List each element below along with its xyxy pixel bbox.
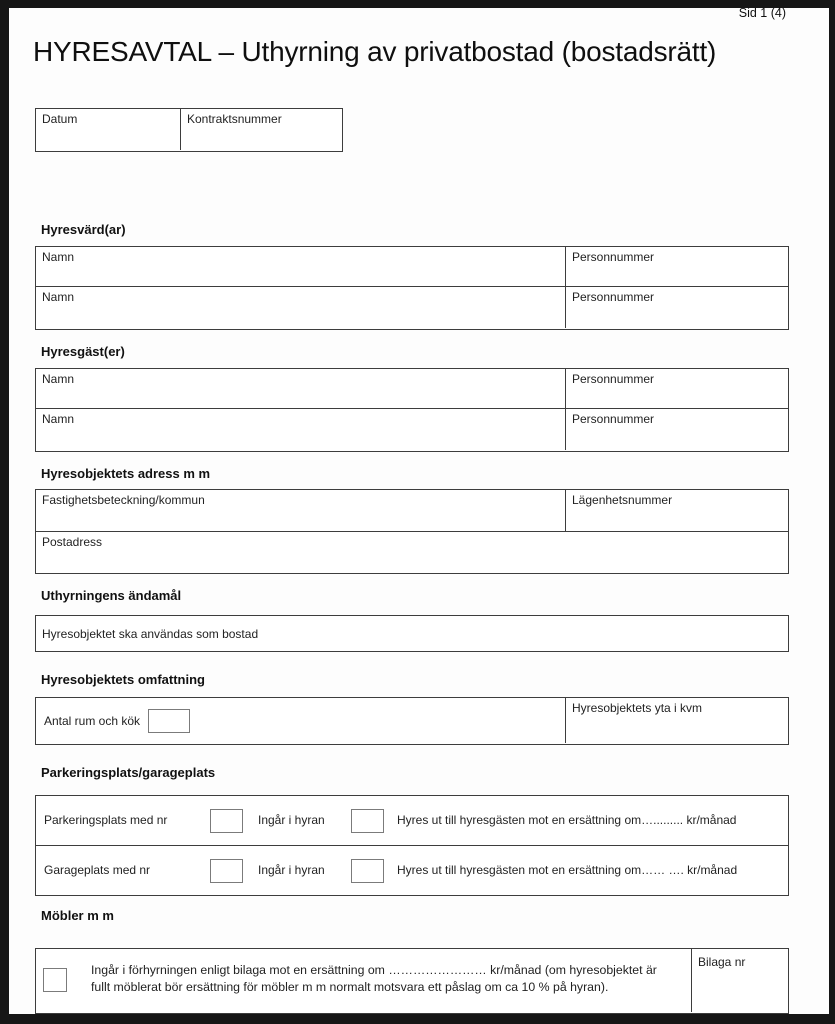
personnummer-label: Personnummer	[572, 372, 655, 386]
datum-field[interactable]	[36, 109, 181, 150]
garage-rented-checkbox[interactable]	[351, 859, 384, 883]
rooms-count-field[interactable]	[148, 709, 190, 733]
parking-heading: Parkeringsplats/garageplats	[41, 765, 216, 780]
parking-rent-text: Hyres ut till hyresgästen mot en ersättning om…......... kr/månad	[397, 813, 737, 827]
tenant-1-personnummer-field[interactable]	[566, 369, 788, 408]
parking-number-label: Parkeringsplats med nr	[44, 813, 168, 827]
parking-table	[35, 795, 789, 896]
lagenhetsnummer-label: Lägenhetsnummer	[572, 493, 673, 507]
address-heading: Hyresobjektets adress m m	[41, 466, 211, 481]
personnummer-label: Personnummer	[572, 250, 655, 264]
landlord-1-personnummer-field[interactable]	[566, 247, 788, 286]
tenant-2-name-field[interactable]	[36, 409, 566, 450]
furniture-included-checkbox[interactable]	[43, 968, 67, 992]
tenant-2-personnummer-field[interactable]	[566, 409, 788, 450]
garage-included-label: Ingår i hyran	[258, 863, 325, 877]
landlord-2-name-field[interactable]	[36, 287, 566, 328]
lagenhetsnummer-field[interactable]	[566, 490, 788, 531]
name-label: Namn	[42, 250, 75, 264]
fastighetsbeteckning-label: Fastighetsbeteckning/kommun	[42, 493, 205, 507]
meta-table	[35, 108, 343, 152]
garage-number-checkbox[interactable]	[210, 859, 243, 883]
furniture-cell	[36, 949, 692, 1012]
landlord-1-name-field[interactable]	[36, 247, 566, 286]
postadress-label: Postadress	[42, 535, 103, 549]
area-field[interactable]	[566, 698, 788, 743]
personnummer-label: Personnummer	[572, 290, 655, 304]
rooms-label: Antal rum och kök	[44, 713, 141, 728]
bilaga-label: Bilaga nr	[698, 955, 746, 969]
furniture-table	[35, 948, 789, 1014]
name-label: Namn	[42, 372, 75, 386]
furniture-statement: Ingår i förhyrningen enligt bilaga mot en ersättning om …………………… kr/månad (om hyresobjektet är fullt möblerat bör ersättning för möbler m m normalt motsvara ett påslag om ca 10 % på hyran).	[91, 963, 657, 994]
garage-row	[36, 846, 788, 895]
address-table	[35, 489, 789, 574]
bilaga-field[interactable]	[692, 949, 788, 1012]
tenant-1-name-field[interactable]	[36, 369, 566, 408]
purpose-heading: Uthyrningens ändamål	[41, 588, 182, 603]
landlord-heading: Hyresvärd(ar)	[41, 222, 126, 237]
tenant-table	[35, 368, 789, 452]
purpose-statement: Hyresobjektet ska användas som bostad	[42, 626, 259, 641]
garage-rent-text: Hyres ut till hyresgästen mot en ersättning om…… …. kr/månad	[397, 863, 738, 877]
kontraktsnummer-field[interactable]	[181, 109, 342, 150]
parking-rented-checkbox[interactable]	[351, 809, 384, 833]
personnummer-label: Personnummer	[572, 412, 655, 426]
form-title: HYRESAVTAL – Uthyrning av privatbostad (bostadsrätt)	[33, 36, 717, 67]
area-label: Hyresobjektets yta i kvm	[572, 701, 703, 715]
fastighetsbeteckning-field[interactable]	[36, 490, 566, 531]
tenant-heading: Hyresgäst(er)	[41, 344, 125, 359]
extent-heading: Hyresobjektets omfattning	[41, 672, 205, 687]
landlord-table	[35, 246, 789, 330]
rooms-cell	[36, 698, 566, 743]
garage-number-label: Garageplats med nr	[44, 863, 151, 877]
datum-label: Datum	[42, 112, 78, 126]
kontraktsnummer-label: Kontraktsnummer	[187, 112, 282, 126]
name-label: Namn	[42, 412, 75, 426]
furniture-heading: Möbler m m	[41, 908, 114, 923]
extent-table	[35, 697, 789, 745]
parking-number-checkbox[interactable]	[210, 809, 243, 833]
purpose-box	[35, 615, 789, 652]
page-number: Sid 1 (4)	[738, 6, 786, 20]
parking-row	[36, 796, 788, 846]
postadress-field[interactable]	[36, 532, 788, 572]
name-label: Namn	[42, 290, 75, 304]
parking-included-label: Ingår i hyran	[258, 813, 325, 827]
landlord-2-personnummer-field[interactable]	[566, 287, 788, 328]
